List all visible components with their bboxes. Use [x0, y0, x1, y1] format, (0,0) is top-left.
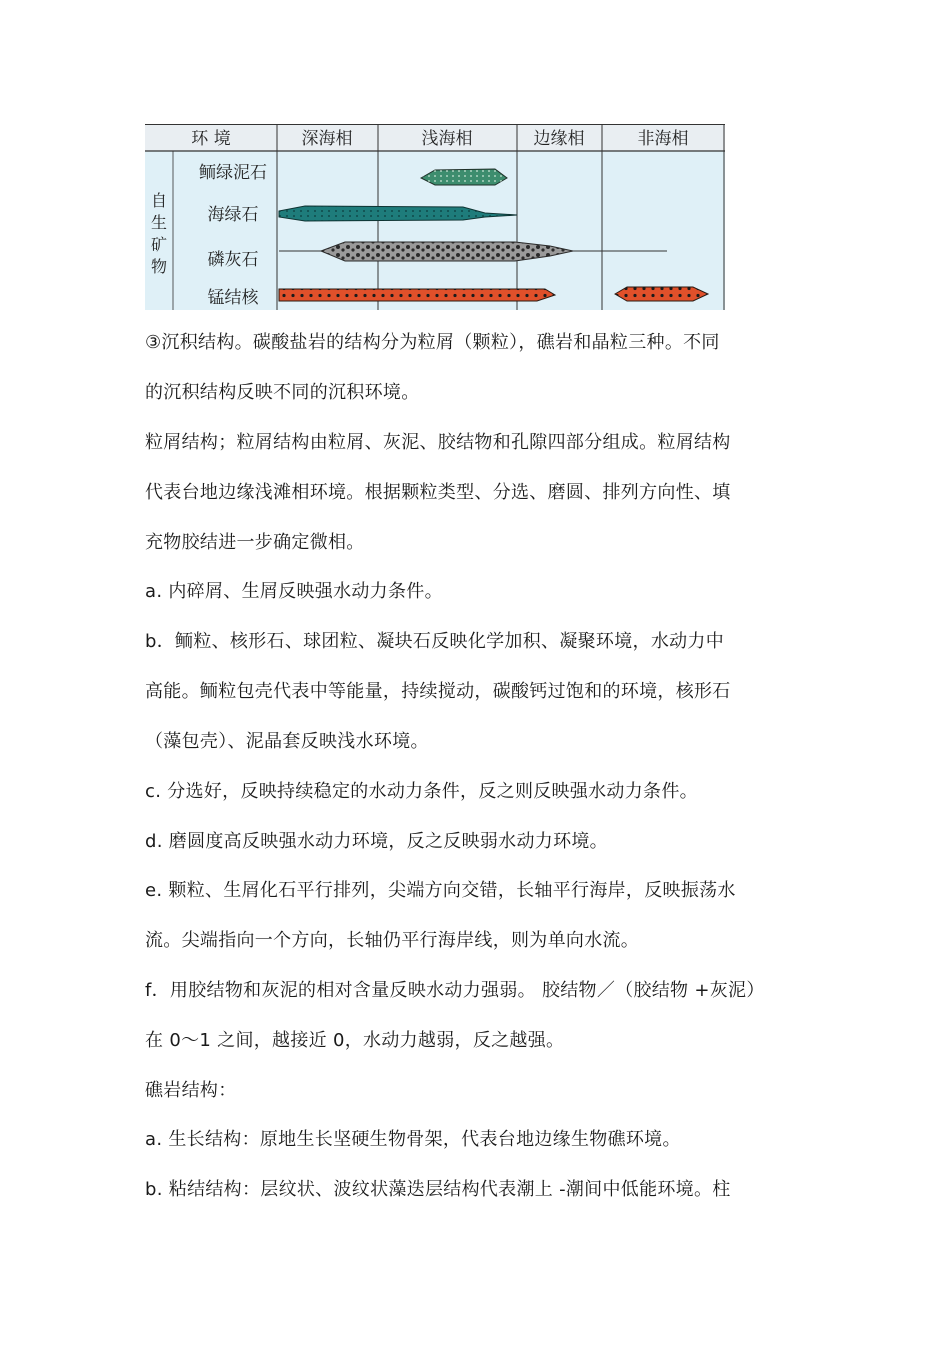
paragraph-line-9: （藻包壳）、泥晶套反映浅水环境。: [145, 731, 429, 752]
mineral-environment-diagram: [145, 124, 725, 310]
mn-nodule-range-lens-marine: [279, 289, 555, 301]
paragraph-line-13: 流。尖端指向一个方向，长轴仍平行海岸线，则为单向水流。: [145, 930, 640, 951]
paragraph-line-2: 的沉积结构反映不同的沉积环境。: [145, 382, 420, 403]
header-non-marine: 非海相: [637, 129, 689, 149]
paragraph-line-7: b．鲕粒、核形石、球团粒、凝块石反映化学加积、凝聚环境，水动力中: [145, 631, 725, 652]
mineral-environment-figure: [145, 124, 725, 310]
group-label-2: 生: [150, 213, 168, 232]
paragraph-line-5: 充物胶结进一步确定微相。: [145, 532, 365, 553]
row-label-chamosite: 鲕绿泥石: [199, 163, 267, 183]
group-label-1: 自: [150, 191, 168, 210]
row-label-glauconite: 海绿石: [207, 205, 259, 225]
group-label-3: 矿: [150, 235, 168, 254]
header-env: 环 境: [191, 129, 231, 149]
paragraph-line-16: 礁岩结构：: [145, 1080, 237, 1101]
glauconite-range-lens: [279, 206, 517, 221]
apatite-range-lens: [279, 242, 667, 261]
header-deep-sea: 深海相: [301, 129, 353, 149]
mn-nodule-range-lens-non-marine: [615, 287, 708, 301]
paragraph-line-1: ③沉积结构。碳酸盐岩的结构分为粒屑（颗粒），礁岩和晶粒三种。不同: [145, 332, 720, 353]
paragraph-line-17: a. 生长结构：原地生长坚硬生物骨架，代表台地边缘生物礁环境。: [145, 1129, 681, 1150]
header-shallow-sea: 浅海相: [421, 129, 473, 149]
paragraph-line-14: f．用胶结物和灰泥的相对含量反映水动力强弱。 胶结物／（胶结物 +灰泥）: [145, 980, 765, 1001]
header-marginal: 边缘相: [533, 129, 585, 149]
paragraph-line-11: d. 磨圆度高反映强水动力环境，反之反映弱水动力环境。: [145, 831, 608, 852]
paragraph-line-18: b. 粘结结构：层纹状、波纹状藻迭层结构代表潮上 -潮间中低能环境。柱: [145, 1179, 731, 1200]
paragraph-line-8: 高能。鲕粒包壳代表中等能量，持续搅动，碳酸钙过饱和的环境，核形石: [145, 681, 731, 702]
paragraph-line-3: 粒屑结构；粒屑结构由粒屑、灰泥、胶结物和孔隙四部分组成。粒屑结构: [145, 432, 731, 453]
paragraph-line-4: 代表台地边缘浅滩相环境。根据颗粒类型、分选、磨圆、排列方向性、填: [145, 482, 731, 503]
paragraph-line-15: 在 0～1 之间，越接近 0，水动力越弱，反之越强。: [145, 1030, 565, 1051]
group-label-4: 物: [150, 257, 168, 276]
row-label-apatite: 磷灰石: [207, 250, 259, 270]
chamosite-range-lens: [421, 169, 507, 185]
paragraph-line-12: e. 颗粒、生屑化石平行排列，尖端方向交错，长轴平行海岸，反映振荡水: [145, 880, 736, 901]
paragraph-line-6: a. 内碎屑、生屑反映强水动力条件。: [145, 581, 443, 602]
row-label-mn-nodule: 锰结核: [207, 288, 259, 308]
paragraph-line-10: c. 分选好，反映持续稳定的水动力条件，反之则反映强水动力条件。: [145, 781, 698, 802]
